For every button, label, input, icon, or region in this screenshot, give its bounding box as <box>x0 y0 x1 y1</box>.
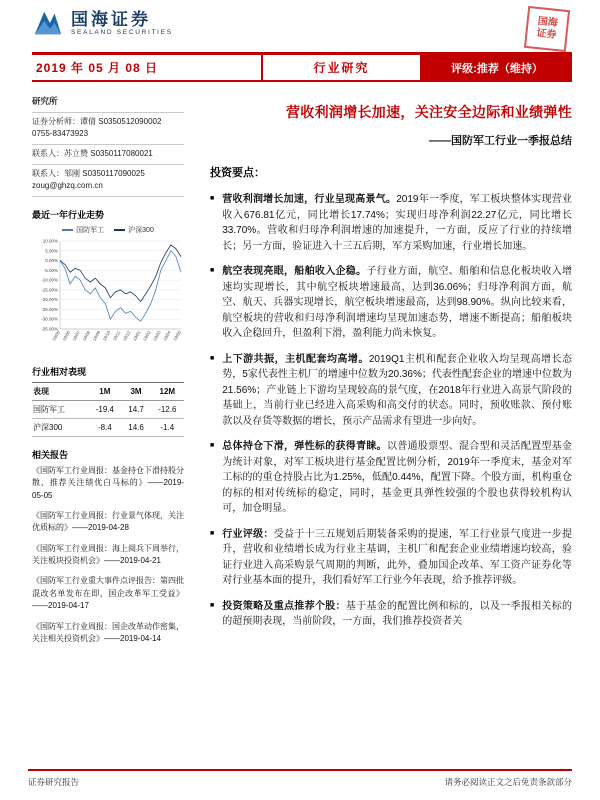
cell: -12.6 <box>151 400 184 418</box>
svg-text:-25.00%: -25.00% <box>41 306 58 312</box>
bullet-body: 基于基金的配置比例和标的，以及一季报相关标的的超预期表现，当前阶段，一方面，我们推荐投资者关 <box>222 600 573 627</box>
content-area <box>0 82 600 653</box>
report-section: 行业研究 <box>263 55 422 80</box>
bullet-item <box>210 192 572 254</box>
bullet-body: 受益于十三五规划后期装备采购的提速，军工行业景气度进一步提升，营收和业绩增长成为行业主基调，主机厂和配套企业业绩增速均较高，验证行业进入高采购景气周期的判断，此外，叠加国企改革、军工资产证券化等对行业基本面的提升，我们看好军工行业今年表现，给予推荐评级。 <box>222 528 573 586</box>
table-header: 1M <box>88 382 121 400</box>
svg-text:-20.00%: -20.00% <box>41 296 58 302</box>
svg-text:18/05: 18/05 <box>51 329 61 342</box>
report-date: 2019 年 05 月 08 日 <box>32 55 263 80</box>
svg-text:-15.00%: -15.00% <box>41 287 58 293</box>
row-name: 沪深300 <box>32 418 88 436</box>
svg-text:0.00%: 0.00% <box>45 257 58 263</box>
bullet-square-icon: ■ <box>210 354 215 362</box>
rating-badge: 评级:推荐（维持） <box>422 55 572 80</box>
legend-item <box>62 225 104 235</box>
sidebar <box>32 92 184 653</box>
brand-logo <box>32 8 173 38</box>
bullet-body: 2019年一季度，军工板块整体实现营业收入676.81亿元，同比增长17.74%；实现归母净利润22.27亿元，同比增长33.70%。营收和归母净利润增速的加速提升，一方面，反应了行业的持续增长；另一方面，验证进入十三五后期，军方采购加速，行业增长加速。 <box>222 194 573 252</box>
bullet-lead: 行业评级： <box>222 528 274 540</box>
cell: 14.6 <box>122 418 151 436</box>
related-reports-title: 相关报告 <box>32 449 69 460</box>
svg-text:5.00%: 5.00% <box>45 248 58 254</box>
analyst-cert-no: S0350512090002 <box>98 116 162 126</box>
bullet-lead: 上下游共振，主机配套均高增。 <box>222 353 369 365</box>
related-report-item: 《国防军工行业重大事件点评报告：第四批混改名单发布在即，国企改革军工受益》——2019-04-17 <box>32 576 184 611</box>
legend-dash <box>114 229 125 231</box>
section-heading: 投资要点： <box>210 167 265 179</box>
legend-item <box>114 225 154 235</box>
header-bar <box>32 52 572 82</box>
svg-text:18/08: 18/08 <box>81 329 92 342</box>
report-subtitle: ——国防军工行业一季报总结 <box>429 135 572 147</box>
related-report-item: 《国防军工行业周报：国企改革动作密集，关注相关投资机会》——2019-04-14 <box>32 621 184 644</box>
bullet-item <box>210 527 572 589</box>
table-header: 3M <box>122 382 151 400</box>
bullet-lead: 总体持仓下滑，弹性标的获得青睐。 <box>222 441 387 452</box>
contact1-row <box>32 145 184 165</box>
bullet-lead: 营收利润增长加速，行业呈现高景气。 <box>222 194 397 205</box>
bullet-lead: 投资策略及重点推荐个股： <box>222 600 346 612</box>
bullet-square-icon: ■ <box>210 267 215 274</box>
legend-dash <box>62 229 73 231</box>
legend-label: 沪深300 <box>128 226 154 234</box>
bullet-text <box>222 192 572 254</box>
related-report-item: 《国防军工行业周报：海上阅兵下周举行，关注板块投资机会》——2019-04-21 <box>32 543 184 566</box>
bullet-text <box>222 599 572 630</box>
institute-label: 研究所 <box>32 92 184 113</box>
svg-text:18/09: 18/09 <box>91 329 102 342</box>
bullet-square-icon: ■ <box>210 601 215 609</box>
analyst-label: 证券分析师： <box>32 116 80 126</box>
bullet-item <box>210 599 572 630</box>
chart-legend <box>32 225 184 235</box>
brand-name-cn: 国海证券 <box>71 9 151 29</box>
analyst-name: 谭倩 <box>80 116 96 126</box>
relative-performance-table <box>32 382 184 437</box>
svg-text:19/01: 19/01 <box>131 329 142 342</box>
contact2-label: 联系人： <box>32 168 64 178</box>
svg-text:19/05: 19/05 <box>172 329 182 342</box>
top-bar <box>0 0 600 52</box>
legend-label: 国防军工 <box>76 226 105 234</box>
bullet-item <box>210 439 572 517</box>
contact2-email: zoug@ghzq.com.cn <box>32 180 103 190</box>
svg-text:-30.00%: -30.00% <box>41 316 58 322</box>
related-report-item: 《国防军工行业周报：基金持仓下滑持股分散，推荐关注绩优白马标的》——2019-05-05 <box>32 465 184 500</box>
cell: -1.4 <box>151 418 184 436</box>
table-header: 12M <box>151 382 184 400</box>
bullet-lead: 航空表现亮眼，船舶收入企稳。 <box>222 266 367 277</box>
row-name: 国防军工 <box>32 400 88 418</box>
relative-performance-title: 行业相对表现 <box>32 366 87 377</box>
svg-text:18/06: 18/06 <box>61 329 71 342</box>
chart-title: 最近一年行业走势 <box>32 209 105 220</box>
bullet-item <box>210 352 572 430</box>
contact2-name: 邹刚 <box>64 168 80 178</box>
red-seal-stamp <box>524 6 570 52</box>
svg-text:19/04: 19/04 <box>162 329 172 342</box>
analyst-row <box>32 113 184 145</box>
main-column <box>210 92 572 653</box>
svg-text:-5.00%: -5.00% <box>43 267 58 273</box>
svg-text:10.00%: 10.00% <box>42 238 58 244</box>
bullet-text <box>222 264 572 342</box>
report-title: 营收利润增长加速，关注安全边际和业绩弹性 <box>286 104 572 120</box>
page-footer <box>28 769 572 788</box>
trend-chart <box>32 236 184 354</box>
bullet-square-icon: ■ <box>210 529 215 537</box>
bullet-text <box>222 439 572 517</box>
table-row <box>32 418 184 436</box>
cell: -19.4 <box>88 400 121 418</box>
bullet-body: 以普通股票型、混合型和灵活配置型基金为统计对象，对军工板块进行基金配置比例分析，2019年一季度末，基金对军工标的的重仓持股占比为1.25%，低配0.44%，配置下降。个股方面，机构重仓的标的相对传统标的稳定，同时，基金更具弹性较强的个股也获得较机构认可，加仓明显。 <box>222 441 572 514</box>
analyst-phone: 0755-83473923 <box>32 128 89 138</box>
svg-text:19/03: 19/03 <box>152 329 162 342</box>
table-row <box>32 400 184 418</box>
bullet-item <box>210 264 572 342</box>
table-header: 表现 <box>32 382 88 400</box>
cell: 14.7 <box>122 400 151 418</box>
contact1-name: 苏立赞 <box>64 148 88 158</box>
bullet-text <box>222 527 572 589</box>
svg-text:-35.00%: -35.00% <box>41 326 58 332</box>
sealand-logo-icon <box>32 8 64 38</box>
svg-text:19/02: 19/02 <box>141 329 152 342</box>
bullet-text <box>222 352 572 430</box>
bullet-square-icon: ■ <box>210 195 215 202</box>
cell: -8.4 <box>88 418 121 436</box>
svg-text:18/10: 18/10 <box>101 329 112 342</box>
svg-text:18/07: 18/07 <box>71 329 82 342</box>
svg-text:18/12: 18/12 <box>121 329 132 342</box>
svg-text:-10.00%: -10.00% <box>41 277 58 283</box>
contact2-cert-no: S0350117090025 <box>82 168 145 178</box>
contact1-label: 联系人： <box>32 148 64 158</box>
footer-right: 请务必阅读正文之后免责条款部分 <box>444 777 572 787</box>
contact1-cert-no: S0350117080021 <box>90 148 153 158</box>
brand-name-en: SEALAND SECURITIES <box>71 29 173 37</box>
contact2-row <box>32 165 184 197</box>
bullet-square-icon: ■ <box>210 442 215 449</box>
bullet-body: 子行业方面，航空、船舶和信息化板块收入增速均实现增长，其中航空板块增速最高，达到36.06%；归母净利润方面，航空、航天、兵器实现增长，航空板块增速最高，达到98.90%。纵向比较来看，航空板块的营收和归母净利润增速均呈现加速态势，增速不断提高；船舶板块收入企稳回升，但盈利下滑，盈利能力尚未恢复。 <box>222 266 573 339</box>
related-report-item: 《国防军工行业周报：行业景气体现，关注优质标的》——2019-04-28 <box>32 510 184 533</box>
table-header-row <box>32 382 184 400</box>
footer-left: 证券研究报告 <box>28 777 80 787</box>
svg-text:18/11: 18/11 <box>111 329 122 342</box>
seal-text: 国海证券 <box>535 16 559 41</box>
brand-text <box>71 10 173 37</box>
bullet-body: 2019Q1主机和配套企业收入均呈现高增长态势，5家代表性主机厂的增速中位数为20.36%；代表性配套企业的增速中位数为21.56%；产业链上下游均呈现较高的景气度，在2018年行业进入高景气阶段的基础上，当前行业已经进入高采购和高交付的状态。同时，预收账款、预付账款以及存货等数据的增长，预示产品需求有望进一步向好。 <box>222 353 573 427</box>
